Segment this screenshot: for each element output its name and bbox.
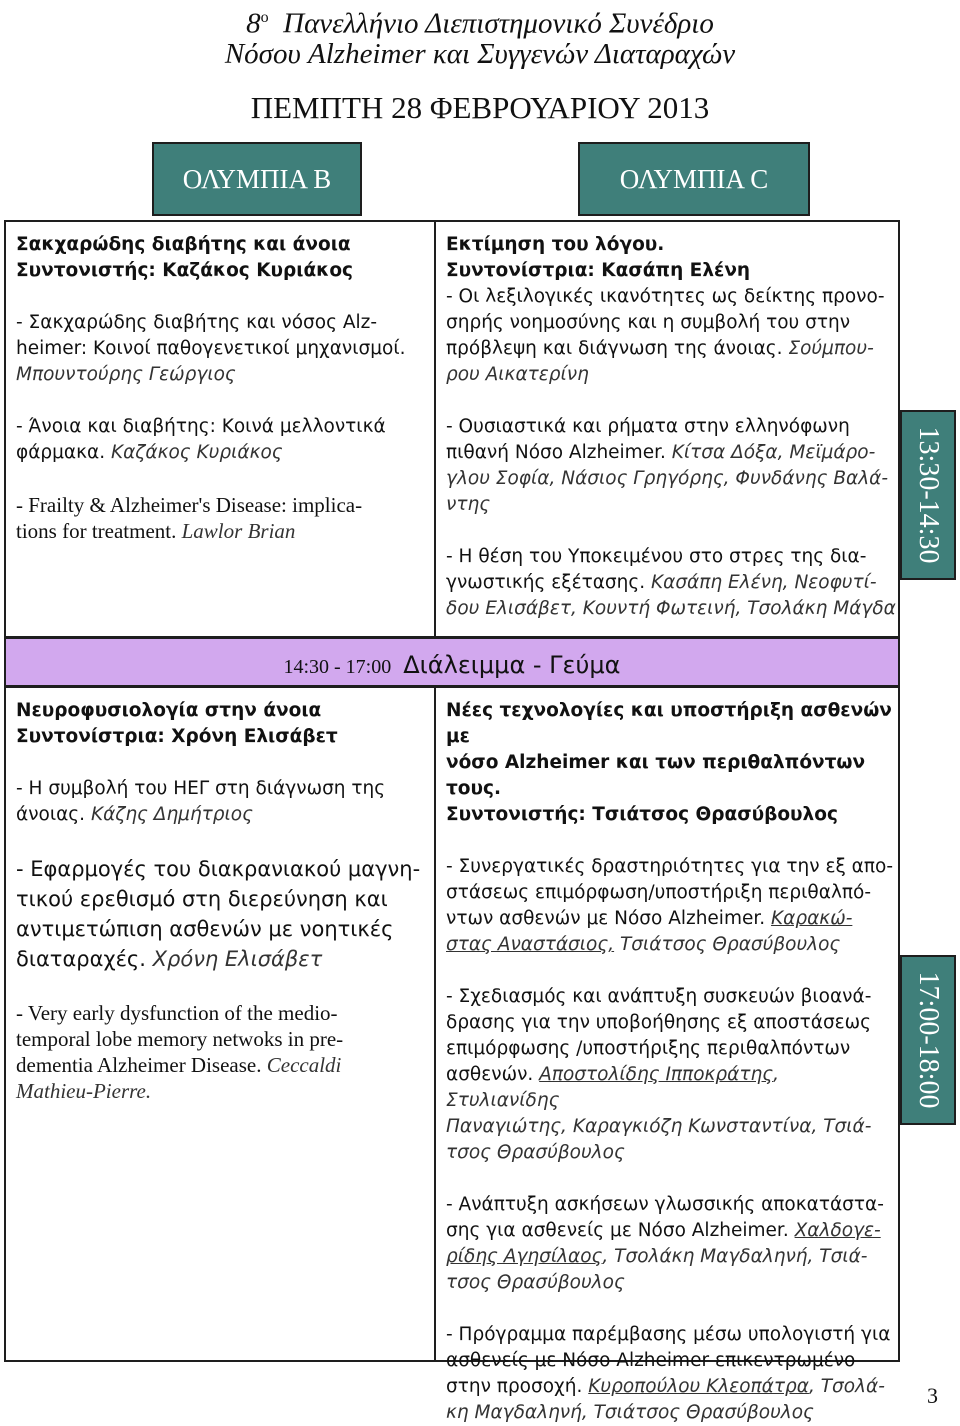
talk-author: Κάζης Δημήτριος: [90, 804, 253, 825]
talk-author: στας Αναστάσιος,: [446, 934, 615, 955]
talk-title: - Άνοια και διαβήτης: Κοινά μελλοντικά: [16, 416, 386, 437]
talk-title: άνοιας.: [16, 804, 86, 825]
talk-author: Καρακώ-: [771, 908, 853, 929]
talk-title: dementia Alzheimer Disease.: [16, 1053, 262, 1077]
talk-title: ασθενείς με Νόσο Alzheimer επικεντρωμένο: [446, 1350, 856, 1371]
session-title: Νέες τεχνολογίες και υποστήριξη ασθενών με: [446, 700, 892, 747]
talk-title: - Πρόγραμμα παρέμβασης μέσω υπολογιστή για: [446, 1324, 891, 1345]
talk-title: - Σακχαρώδης διαβήτης και νόσος Alz-: [16, 312, 378, 333]
talk-title: - Η συμβολή του ΗΕΓ στη διάγνωση της: [16, 778, 386, 799]
talk-title: στην προσοχή.: [446, 1376, 583, 1397]
talk-author: ντης: [446, 494, 491, 515]
talk-author: Παναγιώτης, Καραγκιόζη Κωνσταντίνα, Τσιά-: [446, 1116, 872, 1137]
talk-author: τσος Θρασύβουλος: [446, 1272, 625, 1293]
talk-author: Τσιάτσος Θρασύβουλος: [619, 934, 841, 955]
talk-author: , Στυλιανίδης: [446, 1064, 779, 1111]
talk-author: ρου Αικατερίνη: [446, 364, 589, 385]
room-header-olympia-b: ΟΛΥΜΠΙΑ B: [152, 142, 362, 216]
talk-author: Χρόνη Ελισάβετ: [152, 947, 323, 971]
talk-author: Μπουντούρης Γεώργιος: [16, 364, 236, 385]
talk-title: - Συνεργατικές δραστηριότητες για την εξ απο-: [446, 856, 893, 877]
talk-author: τσος Θρασύβουλος: [446, 1142, 625, 1163]
session-moderator: Συντονιστής: Καζάκος Κυριάκος: [16, 260, 354, 281]
talk-title: ασθενών.: [446, 1064, 534, 1085]
talk-title: πρόβλεψη και διάγνωση της άνοιας.: [446, 338, 783, 359]
talk-title: σηρής νοημοσύνης και η συμβολή του στην: [446, 312, 851, 333]
talk-title: - Εφαρμογές του διακρανιακού μαγνη-: [16, 857, 421, 881]
talk-author: Κίτσα Δόξα, Μεϊμάρο-: [671, 442, 876, 463]
session-moderator: Συντονιστής: Τσιάτσος Θρασύβουλος: [446, 804, 838, 825]
talk-title: heimer: Κοινοί παθογενετικοί μηχανισμοί.: [16, 338, 406, 359]
talk-title: γνωστικής εξέτασης.: [446, 572, 646, 593]
talk-title: - Σχεδιασμός και ανάπτυξη συσκευών βιοανά-: [446, 986, 872, 1007]
time-slot-label: 17:00-18:00: [913, 971, 944, 1109]
talk-author: ρίδης Αγησίλαος: [446, 1246, 603, 1267]
talk-author: Χαλδογε-: [794, 1220, 881, 1241]
break-label: Διάλειμμα - Γεύμα: [403, 651, 621, 679]
talk-title: ντων ασθενών με Νόσο Alzheimer.: [446, 908, 766, 929]
talk-author: Σούμπου-: [788, 338, 874, 359]
talk-author: , Τσολάκη Μαγδαληνή, Τσιά-: [602, 1246, 868, 1267]
talk-title: temporal lobe memory netwoks in pre-: [16, 1027, 344, 1051]
session-moderator: Συντονίστρια: Κασάπη Ελένη: [446, 260, 751, 281]
time-slot-1: [900, 410, 956, 580]
break-banner: [4, 637, 900, 687]
session-speech-assessment: [434, 220, 900, 638]
ordinal-number: 8: [246, 7, 261, 40]
talk-title: - Very early dysfunction of the medio-: [16, 1001, 338, 1025]
talk-author: δου Ελισάβετ, Κουντή Φωτεινή, Τσολάκη Μάγδα: [446, 598, 896, 619]
session-new-technologies: [434, 686, 900, 1423]
session-moderator: Συντονίστρια: Χρόνη Ελισάβετ: [16, 726, 338, 747]
talk-title: δρασης για την υποβοήθησης εξ αποστάσεως: [446, 1012, 872, 1033]
talk-title: φάρμακα.: [16, 442, 106, 463]
talk-author: Ceccaldi: [266, 1053, 342, 1077]
ordinal-suffix: ο: [260, 9, 269, 26]
talk-title: σης για ασθενείς με Νόσο Alzheimer.: [446, 1220, 789, 1241]
session-diabetes-dementia: [4, 220, 436, 638]
program-date: ΠΕΜΠΤΗ 28 ΦΕΒΡΟΥΑΡΙΟΥ 2013: [250, 90, 710, 125]
conference-title-line2: Νόσου Alzheimer και Συγγενών Διαταραχών: [224, 38, 736, 70]
talk-title: στάσεως επιμόρφωση/υποστήριξη περιθαλπό-: [446, 882, 872, 903]
talk-author: Mathieu-Pierre.: [16, 1079, 152, 1103]
talk-title: πιθανή Νόσο Alzheimer.: [446, 442, 666, 463]
talk-author: Αποστολίδης Ιπποκράτης: [539, 1064, 774, 1085]
room-header-olympia-c: ΟΛΥΜΠΙΑ C: [578, 142, 810, 216]
page-number: 3: [927, 1383, 938, 1408]
session-title: νόσο Alzheimer και των περιθαλπόντων τους.: [446, 752, 866, 799]
talk-title: αντιμετώπιση ασθενών με νοητικές: [16, 917, 394, 941]
talk-title: tions for treatment.: [16, 519, 177, 543]
time-slot-label: 13:30-14:30: [913, 426, 944, 564]
break-time: 14:30 - 17:00: [283, 656, 392, 678]
talk-author: γλου Σοφία, Νάσιος Γρηγόρης, Φυνδάνης Βαλά-: [446, 468, 889, 489]
time-slot-2: [900, 955, 956, 1125]
session-title: Σακχαρώδης διαβήτης και άνοια: [16, 234, 351, 255]
talk-title: επιμόρφωσης /υποστήριξης περιθαλπόντων: [446, 1038, 851, 1059]
talk-author: Καζάκος Κυριάκος: [110, 442, 283, 463]
talk-author: , Τσολά-: [808, 1376, 885, 1397]
conference-title-text: Πανελλήνιο Διεπιστημονικό Συνέδριο: [283, 7, 714, 40]
talk-author: Κασάπη Ελένη, Νεοφυτί-: [651, 572, 877, 593]
talk-author: κη Μαγδαληνή, Τσιάτσος Θρασύβουλος: [446, 1402, 814, 1423]
talk-author: Κυροπούλου Κλεοπάτρα: [588, 1376, 809, 1397]
session-neurophysiology: [4, 686, 436, 1362]
session-title: Εκτίμηση του λόγου.: [446, 234, 665, 255]
talk-title: τικού ερεθισμό στη διερεύνηση και: [16, 887, 388, 911]
session-title: Νευροφυσιολογία στην άνοια: [16, 700, 322, 721]
talk-title: - Ανάπτυξη ασκήσεων γλωσσικής αποκατάστα-: [446, 1194, 884, 1215]
talk-title: διαταραχές.: [16, 947, 146, 971]
talk-title: - Frailty & Alzheimer's Disease: implica-: [16, 493, 363, 517]
talk-author: Lawlor Brian: [181, 519, 296, 543]
talk-title: - Η θέση του Υποκειμένου στο στρες της δια-: [446, 546, 867, 567]
talk-title: - Ουσιαστικά και ρήματα στην ελληνόφωνη: [446, 416, 850, 437]
talk-title: - Οι λεξιλογικές ικανότητες ως δείκτης προνο-: [446, 286, 885, 307]
